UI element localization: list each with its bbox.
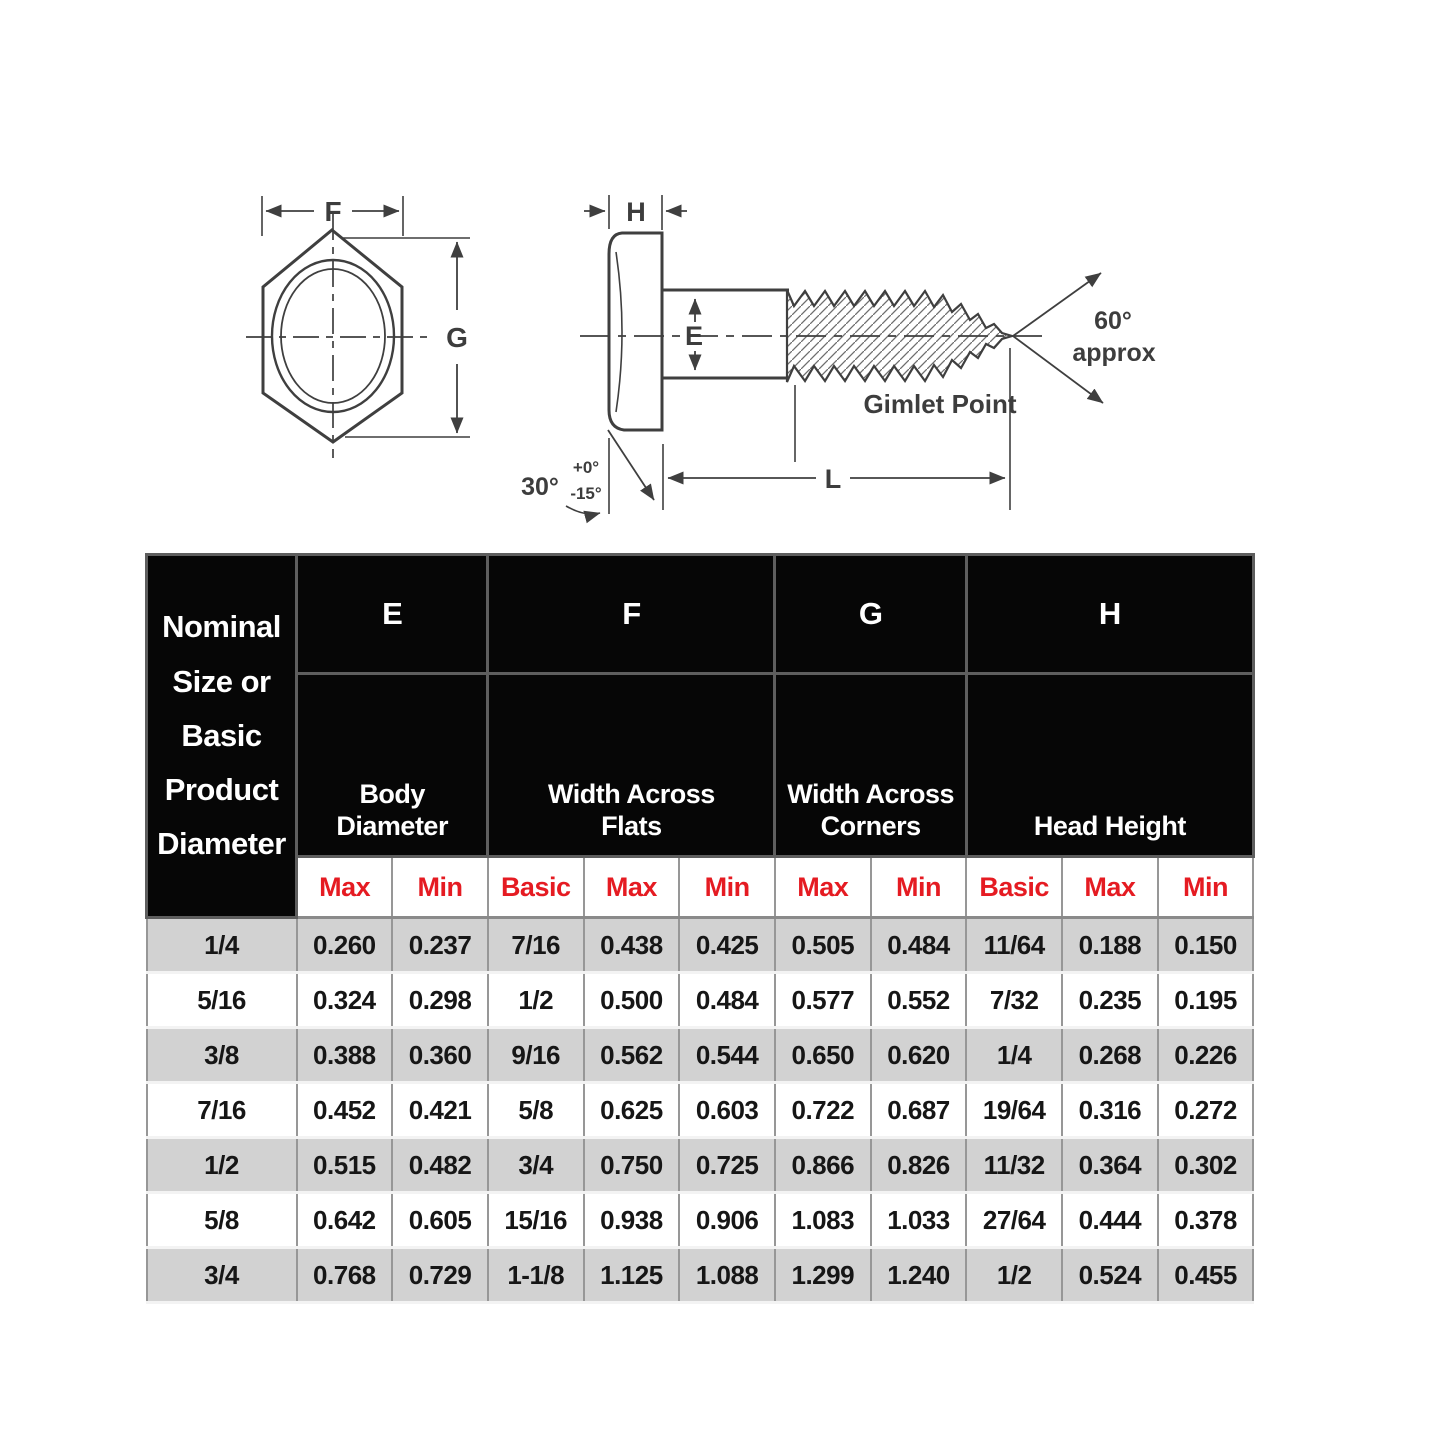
- table-cell: 0.500: [584, 973, 680, 1028]
- table-cell: 0.302: [1158, 1138, 1254, 1193]
- underhead-angle-label: 30°: [521, 473, 559, 501]
- table-cell: 9/16: [488, 1028, 584, 1083]
- table-cell: 5/16: [147, 973, 297, 1028]
- table-cell: 0.906: [679, 1193, 775, 1248]
- table-cell: 0.260: [297, 918, 393, 973]
- subheader-row: [147, 857, 1254, 918]
- table-cell: 1.240: [871, 1248, 967, 1303]
- table-cell: 0.484: [679, 973, 775, 1028]
- table-row: [147, 918, 1254, 973]
- corner-line: Diameter: [157, 826, 286, 862]
- table-cell: 0.729: [392, 1248, 488, 1303]
- table-cell: 0.388: [297, 1028, 393, 1083]
- table-cell: 1.299: [775, 1248, 871, 1303]
- subcol-header: Min: [679, 857, 775, 918]
- table-cell: 15/16: [488, 1193, 584, 1248]
- table-cell: 0.938: [584, 1193, 680, 1248]
- hex-head-front-view: [246, 196, 470, 458]
- table-cell: 3/8: [147, 1028, 297, 1083]
- chamfer-circle-inner: [281, 269, 385, 403]
- table-row: [147, 1083, 1254, 1138]
- table-cell: 7/32: [966, 973, 1062, 1028]
- table-cell: 0.226: [1158, 1028, 1254, 1083]
- group-letter-e: E: [297, 555, 488, 674]
- table-cell: 0.620: [871, 1028, 967, 1083]
- corner-line: Basic: [181, 717, 262, 753]
- table-row: [147, 973, 1254, 1028]
- spec-table-container: [145, 553, 1255, 1304]
- table-cell: 0.444: [1062, 1193, 1158, 1248]
- table-row: [147, 1193, 1254, 1248]
- table-cell: 3/4: [147, 1248, 297, 1303]
- point-angle-note-label: approx: [1072, 339, 1156, 367]
- table-cell: 5/8: [488, 1083, 584, 1138]
- table-cell: 1.083: [775, 1193, 871, 1248]
- corner-line: Size or: [172, 663, 271, 699]
- subcol-header: Min: [1158, 857, 1254, 918]
- table-cell: 0.687: [871, 1083, 967, 1138]
- table-cell: 0.552: [871, 973, 967, 1028]
- subcol-header: Max: [584, 857, 680, 918]
- table-cell: 5/8: [147, 1193, 297, 1248]
- group-name-text: Width Across Flats: [548, 779, 715, 842]
- table-cell: 0.378: [1158, 1193, 1254, 1248]
- h-dim-label: H: [626, 197, 646, 227]
- table-cell: 1.088: [679, 1248, 775, 1303]
- group-name-head-height: [966, 674, 1253, 857]
- table-cell: 11/32: [966, 1138, 1062, 1193]
- table-cell: 0.324: [297, 973, 393, 1028]
- table-cell: 0.642: [297, 1193, 393, 1248]
- table-cell: 0.235: [1062, 973, 1158, 1028]
- table-cell: 0.455: [1158, 1248, 1254, 1303]
- table-cell: 7/16: [488, 918, 584, 973]
- f-dim-label: F: [324, 196, 342, 227]
- table-cell: 0.425: [679, 918, 775, 973]
- point-angle-label: 60°: [1094, 307, 1132, 335]
- table-cell: 0.298: [392, 973, 488, 1028]
- group-name-text: Head Height: [1033, 811, 1186, 842]
- subcol-header: Min: [871, 857, 967, 918]
- table-cell: 0.237: [392, 918, 488, 973]
- g-dim-label: G: [446, 322, 468, 353]
- table-cell: 3/4: [488, 1138, 584, 1193]
- table-cell: 1/2: [488, 973, 584, 1028]
- subcol-header: Min: [392, 857, 488, 918]
- table-cell: 0.316: [1062, 1083, 1158, 1138]
- subcol-header: Max: [775, 857, 871, 918]
- group-name-text: Width Across Corners: [787, 779, 955, 842]
- underhead-tolerance-minus-label: -15°: [570, 484, 602, 503]
- table-cell: 0.150: [1158, 918, 1254, 973]
- table-cell: 0.188: [1062, 918, 1158, 973]
- subcol-header: Max: [297, 857, 393, 918]
- l-dim-label: L: [824, 464, 842, 494]
- subcol-header: Basic: [488, 857, 584, 918]
- table-cell: 0.360: [392, 1028, 488, 1083]
- table-cell: 0.544: [679, 1028, 775, 1083]
- table-cell: 0.603: [679, 1083, 775, 1138]
- point-cone-line-upper: [1013, 273, 1101, 336]
- spec-table: [145, 553, 1255, 1304]
- table-cell: 0.272: [1158, 1083, 1254, 1138]
- table-cell: 0.364: [1062, 1138, 1158, 1193]
- table-cell: 0.482: [392, 1138, 488, 1193]
- header-name-row: [147, 674, 1254, 857]
- group-name-text: Body Diameter: [336, 779, 448, 842]
- table-row: [147, 1138, 1254, 1193]
- table-cell: 0.438: [584, 918, 680, 973]
- table-cell: 1/4: [966, 1028, 1062, 1083]
- table-cell: 0.562: [584, 1028, 680, 1083]
- table-cell: 1/2: [966, 1248, 1062, 1303]
- gimlet-point-label: Gimlet Point: [863, 389, 1017, 419]
- subcol-header: Max: [1062, 857, 1158, 918]
- shank-outline: [662, 290, 789, 378]
- table-cell: 0.722: [775, 1083, 871, 1138]
- table-cell: 1/4: [147, 918, 297, 973]
- table-cell: 0.577: [775, 973, 871, 1028]
- table-cell: 0.515: [297, 1138, 393, 1193]
- table-cell: 0.505: [775, 918, 871, 973]
- table-cell: 0.484: [871, 918, 967, 973]
- head-facet-line: [616, 252, 622, 412]
- table-cell: 1.125: [584, 1248, 680, 1303]
- group-letter-f: F: [488, 555, 775, 674]
- table-cell: 0.650: [775, 1028, 871, 1083]
- corner-line: Product: [164, 772, 279, 808]
- header-letter-row: [147, 555, 1254, 674]
- group-name-body-diameter: [297, 674, 488, 857]
- corner-line: Nominal: [162, 609, 281, 645]
- table-cell: 11/64: [966, 918, 1062, 973]
- table-cell: 1-1/8: [488, 1248, 584, 1303]
- group-name-width-across-corners: [775, 674, 966, 857]
- group-letter-g: G: [775, 555, 966, 674]
- table-cell: 7/16: [147, 1083, 297, 1138]
- lag-screw-drawing: [0, 0, 1445, 555]
- subcol-header: Basic: [966, 857, 1062, 918]
- table-cell: 1/2: [147, 1138, 297, 1193]
- chamfer-angle-line: [608, 430, 654, 500]
- table-cell: 0.725: [679, 1138, 775, 1193]
- table-cell: 0.750: [584, 1138, 680, 1193]
- corner-header-cell: [147, 555, 297, 918]
- table-cell: 0.195: [1158, 973, 1254, 1028]
- table-cell: 0.524: [1062, 1248, 1158, 1303]
- table-row: [147, 1248, 1254, 1303]
- table-cell: 27/64: [966, 1193, 1062, 1248]
- group-name-width-across-flats: [488, 674, 775, 857]
- chamfer-angle-arrow: [566, 506, 600, 514]
- table-cell: 0.826: [871, 1138, 967, 1193]
- underhead-tolerance-plus-label: +0°: [572, 458, 600, 477]
- table-cell: 0.768: [297, 1248, 393, 1303]
- table-cell: 0.625: [584, 1083, 680, 1138]
- table-cell: 0.452: [297, 1083, 393, 1138]
- table-cell: 0.866: [775, 1138, 871, 1193]
- table-row: [147, 1028, 1254, 1083]
- table-cell: 0.268: [1062, 1028, 1158, 1083]
- table-cell: 1.033: [871, 1193, 967, 1248]
- table-cell: 0.421: [392, 1083, 488, 1138]
- table-cell: 0.605: [392, 1193, 488, 1248]
- group-letter-h: H: [966, 555, 1253, 674]
- e-dim-label: E: [684, 321, 704, 351]
- table-cell: 19/64: [966, 1083, 1062, 1138]
